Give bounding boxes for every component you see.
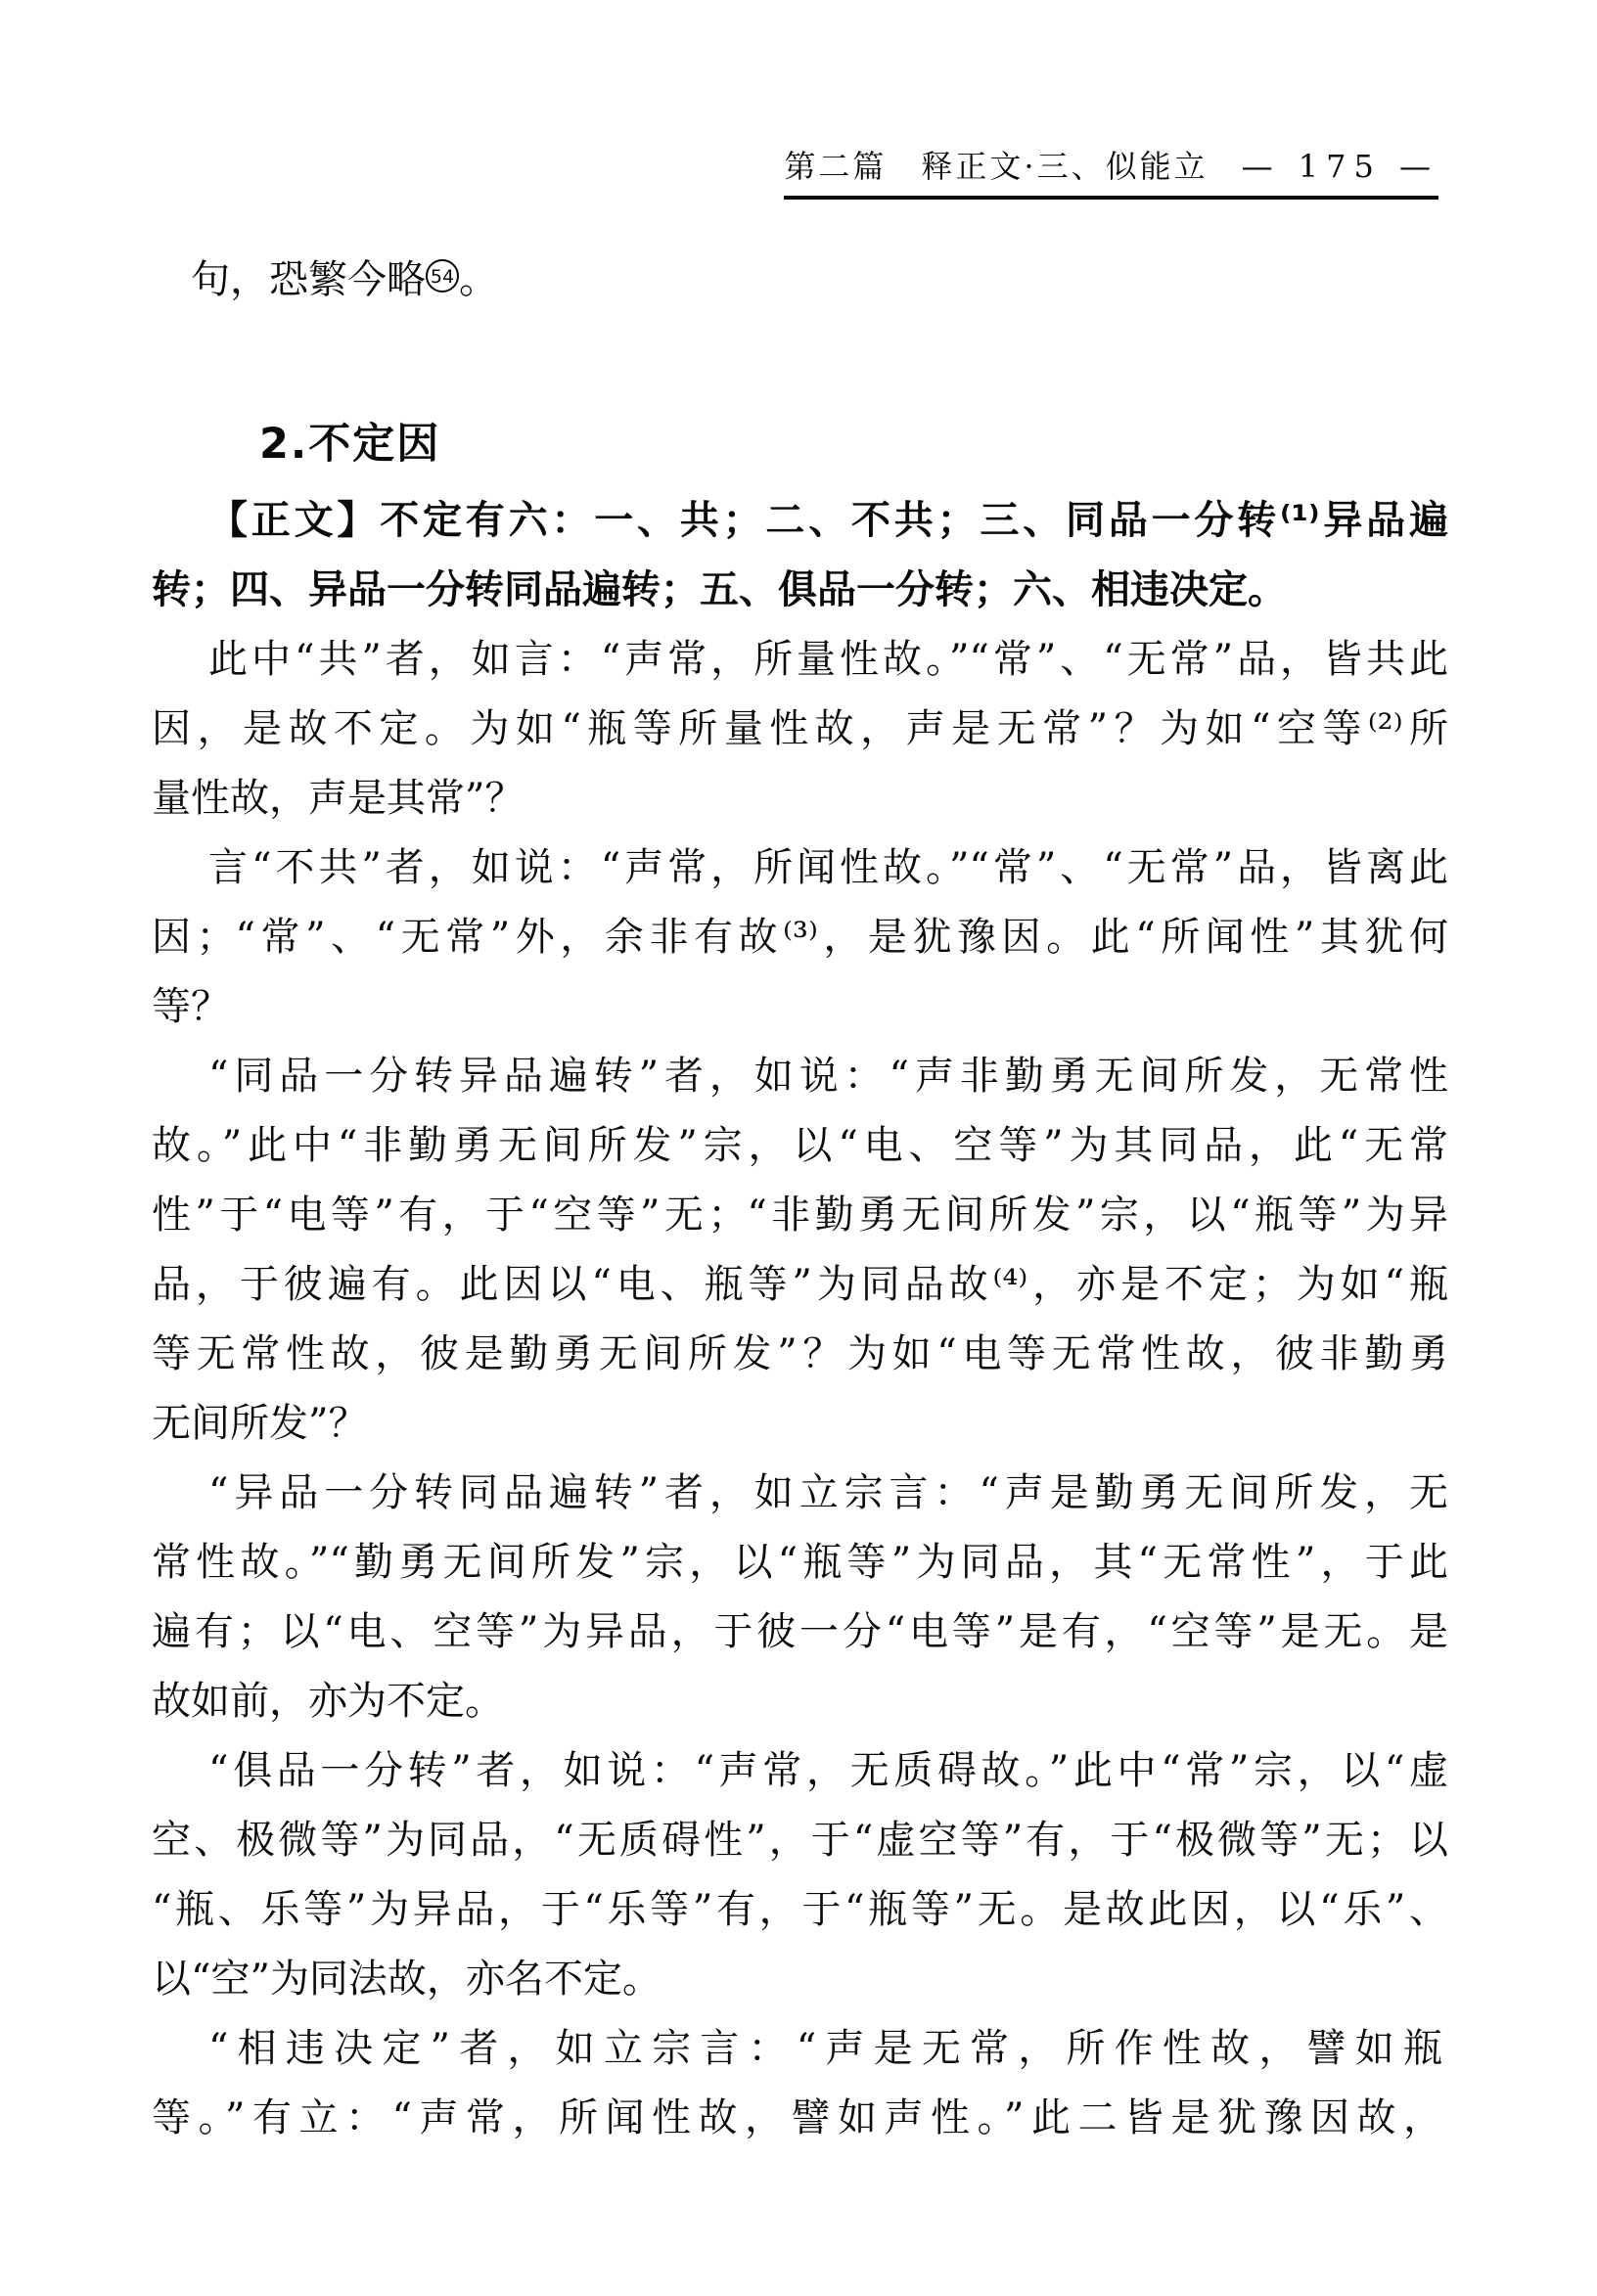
text-line: “同品一分转异品遍转”者，如说：“声非勤勇无间所发，无常性 bbox=[208, 1054, 1448, 1099]
text-line: 常性故。”“勤勇无间所发”宗，以“瓶等”为同品，其“无常性”，于此 bbox=[152, 1540, 1448, 1585]
text-line: 因，是故不定。为如“瓶等所量性故，声是无常”？为如“空等⁽²⁾所 bbox=[152, 706, 1448, 751]
continuation-period: 。 bbox=[459, 257, 498, 302]
page-number: — 175 — bbox=[1241, 148, 1438, 185]
text-line: “瓶、乐等”为异品，于“乐等”有，于“瓶等”无。是故此因，以“乐”、 bbox=[152, 1887, 1448, 1932]
text-line: 因；“常”、“无常”外，余非有故⁽³⁾，是犹豫因。此“所闻性”其犹何 bbox=[152, 915, 1448, 960]
footnote-ref-circled: 54 bbox=[426, 259, 459, 293]
text-line: 空、极微等”为同品，“无质碍性”，于“虚空等”有，于“极微等”无；以 bbox=[152, 1818, 1448, 1863]
body-text bbox=[152, 486, 1448, 2153]
text-line: 性”于“电等”有，于“空等”无；“非勤勇无间所发”宗，以“瓶等”为异 bbox=[152, 1193, 1448, 1238]
text-line: 量性故，声是其常”？ bbox=[152, 776, 525, 821]
text-line: 以“空”为同法故，亦名不定。 bbox=[152, 1957, 662, 2002]
section-heading: 2.不定因 bbox=[259, 420, 441, 469]
running-header bbox=[784, 149, 1438, 200]
text-line: “相违决定”者，如立宗言：“声是无常，所作性故，譬如瓶 bbox=[208, 2026, 1448, 2071]
text-line: 【正文】不定有六：一、共；二、不共；三、同品一分转⁽¹⁾异品遍 bbox=[208, 498, 1448, 543]
text-line: 等。”有立：“声常，所闻性故，譬如声性。”此二皆是犹豫因故， bbox=[152, 2095, 1448, 2140]
text-line: 无间所发”？ bbox=[152, 1401, 368, 1446]
text-line: 等无常性故，彼是勤勇无间所发”？为如“电等无常性故，彼非勤勇 bbox=[152, 1331, 1448, 1376]
continuation-line bbox=[191, 256, 498, 303]
text-line: 此中“共”者，如言：“声常，所量性故。”“常”、“无常”品，皆共此 bbox=[208, 637, 1448, 682]
text-line: 言“不共”者，如说：“声常，所闻性故。”“常”、“无常”品，皆离此 bbox=[208, 845, 1448, 890]
continuation-text: 句，恐繁今略 bbox=[191, 257, 426, 302]
running-header-title: 第二篇 释正文·三、似能立 bbox=[784, 148, 1209, 185]
text-line: 故。”此中“非勤勇无间所发”宗，以“电、空等”为其同品，此“无常 bbox=[152, 1123, 1448, 1168]
text-line: “异品一分转同品遍转”者，如立宗言：“声是勤勇无间所发，无 bbox=[208, 1470, 1448, 1515]
text-line: 等？ bbox=[152, 984, 230, 1029]
text-line: 转；四、异品一分转同品遍转；五、俱品一分转；六、相违决定。 bbox=[152, 567, 1287, 612]
text-line: 故如前，亦为不定。 bbox=[152, 1679, 504, 1724]
text-line: 遍有；以“电、空等”为异品，于彼一分“电等”是有，“空等”是无。是 bbox=[152, 1609, 1448, 1654]
text-line: 品，于彼遍有。此因以“电、瓶等”为同品故⁽⁴⁾，亦是不定；为如“瓶 bbox=[152, 1262, 1448, 1307]
text-line: “俱品一分转”者，如说：“声常，无质碍故。”此中“常”宗，以“虚 bbox=[208, 1748, 1448, 1793]
